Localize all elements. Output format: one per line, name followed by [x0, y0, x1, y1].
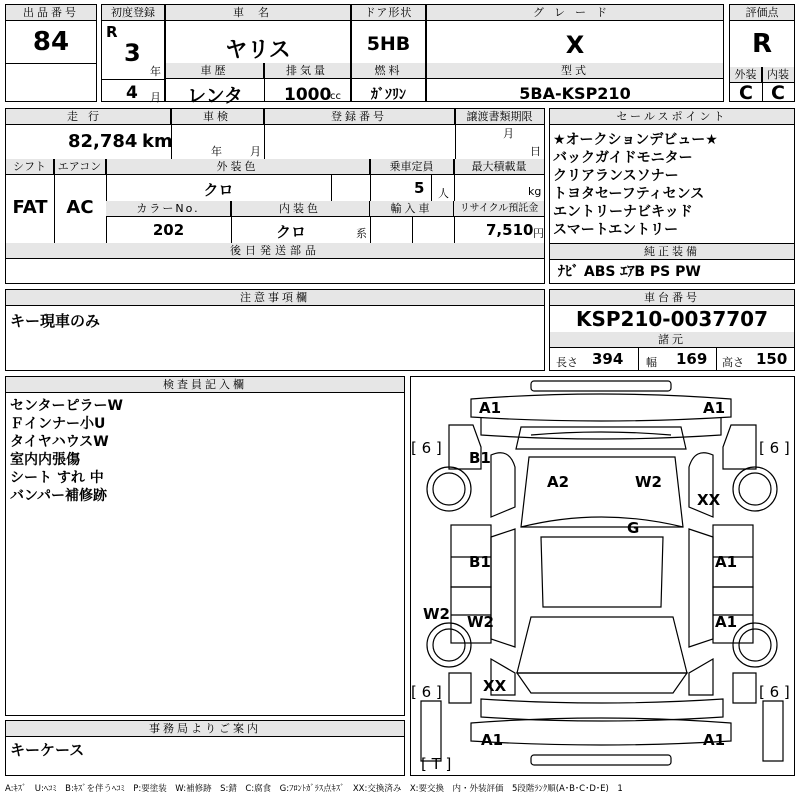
exterior-label: 外装 — [730, 67, 762, 83]
exterior-score: C — [739, 82, 753, 104]
model-label: 型式 — [427, 63, 723, 79]
sales-point-item: エントリーナビキッド — [553, 204, 693, 220]
door-label: ドア形状 — [352, 5, 425, 21]
equipment-label: 純正装備 — [550, 243, 794, 260]
displacement-unit: cc — [330, 91, 341, 102]
sales-point-item: バックガイドモニター — [553, 150, 693, 166]
specs-label: 諸元 — [550, 332, 794, 348]
registration-label: 初度登録 — [102, 5, 164, 21]
displacement-label: 排気量 — [264, 63, 350, 79]
damage-mark-left-fender: B1 — [469, 449, 491, 467]
sales-point-box — [549, 108, 795, 284]
inspector-box — [5, 376, 405, 716]
history-label: 車歴 — [166, 63, 264, 79]
mileage-label: 走行 — [6, 109, 171, 125]
inspector-line: Ｆインナー小U — [10, 416, 106, 432]
car-diagram — [411, 377, 794, 775]
score: R — [751, 29, 773, 59]
grade: X — [565, 31, 585, 59]
door-box — [351, 4, 426, 102]
notes: キー現車のみ — [10, 312, 101, 330]
color-number: 202 — [152, 221, 185, 239]
seats-label: 乗車定員 — [370, 159, 454, 175]
damage-mark-left-rear-door: W2 — [467, 613, 494, 631]
model: 5BA-KSP210 — [519, 84, 631, 103]
sales-point-label: セールスポイント — [550, 109, 794, 125]
ac-label: エアコン — [54, 159, 106, 175]
chassis-number: KSP210-0037707 — [575, 307, 769, 331]
sales-point-item: スマートエントリー — [553, 222, 679, 238]
inspector-line: センターピラーW — [10, 398, 123, 414]
month-unit: 月 — [150, 91, 161, 104]
office-note: キーケース — [10, 741, 85, 759]
interior-score: C — [771, 82, 785, 104]
damage-mark-right-fender: XX — [697, 491, 721, 509]
sales-point-item: ★オークションデビュー★ — [553, 132, 718, 148]
damage-mark-rear-left: XX — [483, 677, 507, 695]
color-label: 外装色 — [106, 159, 370, 175]
notes-label: 注意事項欄 — [6, 290, 544, 306]
tire-mark-front-left: [ 6 ] — [411, 439, 442, 457]
notes-box — [5, 289, 545, 371]
vehicle-info-box — [5, 108, 545, 284]
inspector-line: バンパー補修跡 — [10, 488, 108, 504]
sales-point-item: トヨタセーフティセンス — [553, 186, 705, 202]
length: 394 — [592, 350, 624, 368]
later-parts-label: 後日発送部品 — [6, 243, 544, 259]
registration-year: 3 — [124, 39, 141, 67]
air-conditioner: AC — [66, 197, 94, 218]
interior-label: 内装 — [762, 67, 794, 83]
exterior-color: クロ — [203, 181, 234, 199]
inspector-line: 室内内張傷 — [10, 452, 80, 468]
inspector-line: シート すれ 中 — [10, 470, 104, 486]
car-name-box — [165, 4, 351, 107]
lot-number: 84 — [32, 27, 70, 57]
transfer-label: 譲渡書類期限 — [455, 109, 544, 125]
history: レンタ — [187, 85, 243, 107]
door-type: 5HB — [366, 33, 411, 55]
mileage-unit: km — [142, 131, 173, 152]
damage-mark-hood: A2 — [547, 473, 570, 491]
chassis-label: 車台番号 — [550, 290, 794, 306]
recycle-fee: 7,510 — [486, 221, 534, 239]
damage-mark-right-door-front: A1 — [715, 553, 738, 571]
width-label: 幅 — [646, 356, 657, 369]
width: 169 — [676, 350, 708, 368]
load-label: 最大積載量 — [454, 159, 544, 175]
inspector-line: タイヤハウスW — [10, 434, 109, 450]
grade-box — [426, 4, 724, 102]
sales-point-item: クリアランスソナー — [553, 168, 679, 184]
tire-mark-rear-right: [ 6 ] — [759, 683, 790, 701]
car-name: ヤリス — [225, 38, 291, 63]
damage-mark-roof: W2 — [635, 473, 662, 491]
score-box — [729, 4, 795, 102]
chassis-box — [549, 289, 795, 371]
transfer-day: 日 — [530, 145, 541, 158]
inspection-year: 年 — [211, 145, 222, 158]
car-name-label: 車名 — [166, 5, 350, 21]
recycle-label: リサイクル預託金 — [454, 201, 544, 217]
fuel: ｶﾞｿﾘﾝ — [371, 87, 406, 103]
inspection-label: 車検 — [171, 109, 264, 125]
first-registration-box — [101, 4, 165, 102]
trunk-mark: [ T ] — [421, 755, 452, 773]
score-label: 評価点 — [730, 5, 794, 21]
tire-mark-front-right: [ 6 ] — [759, 439, 790, 457]
car-diagram-box — [410, 376, 795, 776]
regno-label: 登録番号 — [264, 109, 455, 125]
interior-color-unit: 系 — [356, 227, 367, 240]
inspection-month: 月 — [250, 145, 261, 158]
import-label: 輸入車 — [370, 201, 454, 217]
damage-mark-right-door-rear: A1 — [715, 613, 738, 631]
interior-color-label: 内装色 — [231, 201, 370, 217]
recycle-unit: 円 — [533, 227, 544, 240]
transfer-month: 月 — [503, 127, 514, 140]
damage-mark-front-left: A1 — [479, 399, 502, 417]
shift: FAT — [12, 197, 48, 218]
office-label: 事務局よりご案内 — [6, 721, 404, 737]
seats: 5 — [414, 179, 425, 197]
damage-mark-rear-bumper-right: A1 — [703, 731, 726, 749]
registration-month: 4 — [126, 83, 138, 103]
registration-era: R — [106, 23, 118, 41]
damage-mark-glass: G — [627, 519, 640, 537]
colorno-label: カラーNo. — [106, 201, 231, 217]
seats-unit: 人 — [438, 187, 449, 200]
legend: A:ｷｽﾞ U:ﾍｺﾐ B:ｷｽﾞを伴うﾍｺﾐ P:要塗装 W:補修跡 S:錆 C:腐食 G:ﾌﾛﾝﾄｶﾞﾗｽ点ｷｽﾞ XX:交換済み X:要交換 内・外装評価 5段階ﾗﾝｸ順(A･B･C･D･E) 1 — [5, 784, 623, 794]
year-unit: 年 — [150, 65, 161, 78]
damage-mark-front-right: A1 — [703, 399, 726, 417]
load-unit: kg — [528, 185, 542, 198]
length-label: 長さ — [556, 356, 578, 369]
equipment: ﾅﾋﾞ ABS ｴｱB PS PW — [558, 264, 701, 280]
lot-number-box — [5, 4, 97, 102]
office-box — [5, 720, 405, 776]
fuel-label: 燃料 — [352, 63, 425, 79]
damage-mark-left-door: B1 — [469, 553, 491, 571]
height-label: 高さ — [722, 356, 744, 369]
displacement: 1000 — [284, 85, 332, 105]
lot-label: 出品番号 — [6, 5, 96, 21]
damage-mark-left-side: W2 — [423, 605, 450, 623]
interior-color: クロ — [275, 223, 306, 241]
mileage: 82,784 — [68, 131, 138, 152]
damage-mark-rear-bumper-left: A1 — [481, 731, 504, 749]
shift-label: シフト — [6, 159, 54, 175]
height: 150 — [756, 350, 788, 368]
grade-label: グレード — [427, 5, 723, 21]
inspector-label: 検査員記入欄 — [6, 377, 404, 393]
tire-mark-rear-left: [ 6 ] — [411, 683, 442, 701]
